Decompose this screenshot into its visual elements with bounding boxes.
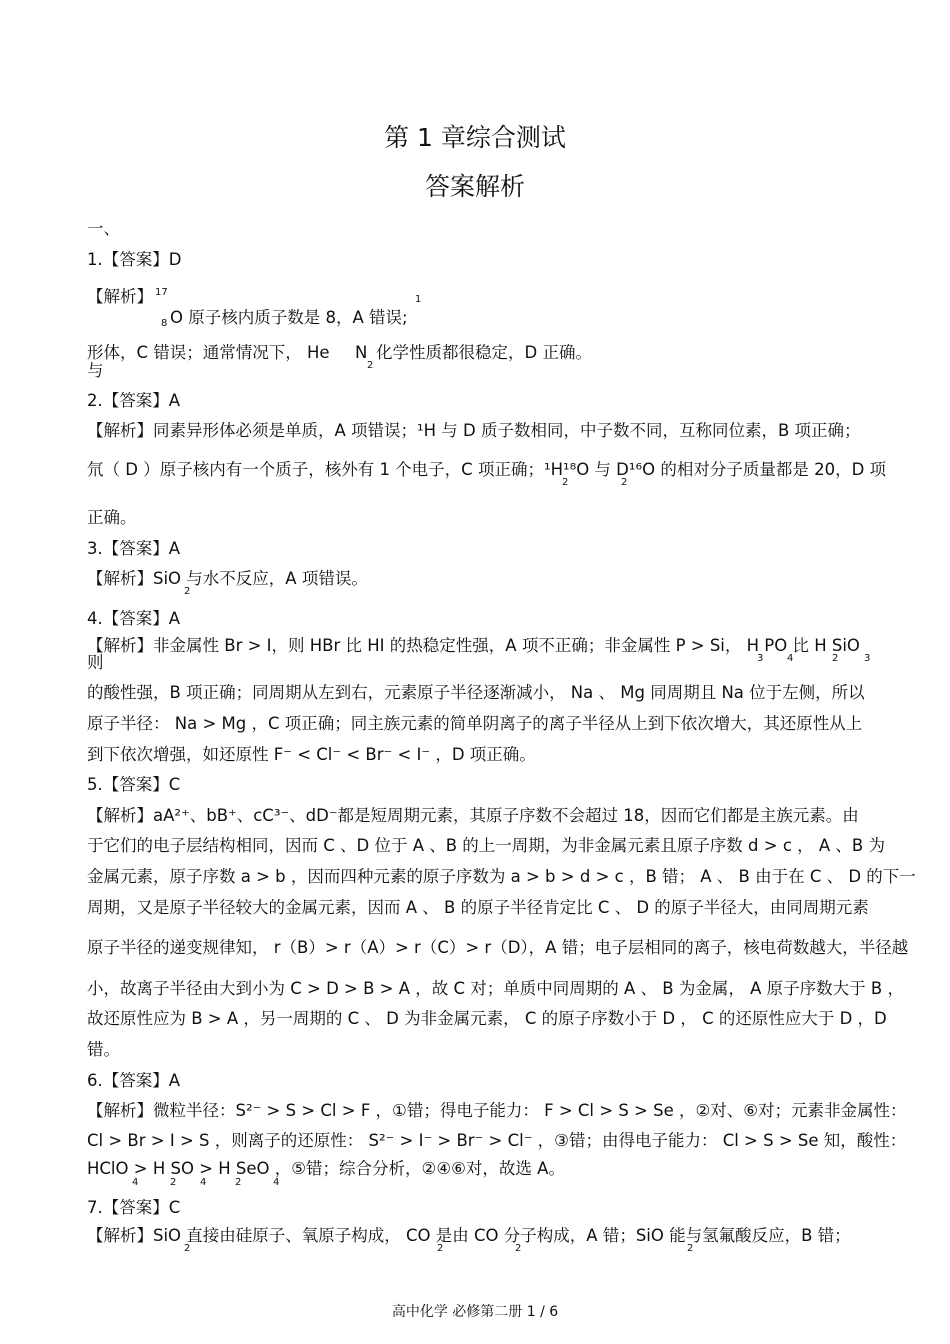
subscript: 2 <box>621 477 628 488</box>
superscript: 17 <box>155 287 168 298</box>
section-heading: 一、 <box>87 219 120 238</box>
answer-6: 6.【答案】A <box>87 1071 181 1090</box>
page-footer: 高中化学 必修第二册 1 / 6 <box>391 1304 559 1320</box>
page-title: 第 1 章综合测试 <box>384 123 566 152</box>
analysis-5-line2: 于它们的电子层结构相同，因而 C 、D 位于 A 、B 的上一周期，为非金属元素且原子序数 d > c ， A 、B 为 <box>87 836 885 855</box>
subscript: 2 <box>367 360 374 371</box>
subscript: 2 <box>562 477 569 488</box>
subscript: 4 <box>200 1177 207 1188</box>
analysis-5-line3: 金属元素，原子序数 a > b ，因而四种元素的原子序数为 a > b > d > c ，B 错； A 、 B 由于在 C 、 D 的下一 <box>87 867 916 886</box>
subscript: 2 <box>170 1177 177 1188</box>
analysis-4-line1: 【解析】非金属性 Br > I，则 HBr 比 HI 的热稳定性强，A 项不正确；非金属性 P > Si， H PO 比 H SiO <box>87 636 860 655</box>
analysis-4-line4: 到下依次增强，如还原性 F⁻ < Cl⁻ < Br⁻ < I⁻ ，D 项正确。 <box>87 745 536 764</box>
analysis-6-line1: 【解析】微粒半径：S²⁻ > S > Cl > F ，①错；得电子能力： F > Cl > S > Se ，②对、⑥对；元素非金属性： <box>87 1101 907 1120</box>
answer-2: 2.【答案】A <box>87 391 181 410</box>
subscript: 2 <box>687 1243 694 1254</box>
answer-7: 7.【答案】C <box>87 1198 181 1217</box>
analysis-2-line3: 正确。 <box>87 508 137 527</box>
analysis-6-line2: Cl > Br > I > S ，则离子的还原性： S²⁻ > I⁻ > Br⁻ > Cl⁻ ，③错；由得电子能力： Cl > S > Se 知，酸性： <box>87 1131 907 1150</box>
analysis-5-line6: 小，故离子半径由大到小为 C > D > B > A ，故 C 对；单质中同周期的 A 、 B 为金属， A 原子序数大于 B ， <box>87 979 904 998</box>
stray-superscript: 1 <box>415 294 422 305</box>
analysis-4-line3: 原子半径： Na > Mg ，C 项正确；同主族元素的简单阴离子的离子半径从上到下依次增大，其还原性从上 <box>87 714 863 733</box>
analysis-3-line1: 【解析】SiO 与水不反应，A 项错误。 <box>87 569 368 588</box>
analysis-5-line8: 错。 <box>87 1040 120 1059</box>
analysis-5-line1: 【解析】aA²⁺、bB⁺、cC³⁻、dD⁻都是短周期元素，其原子序数不会超过 18，因而它们都是主族元素。由 <box>87 806 859 825</box>
analysis-2-line2: 氘（ D ）原子核内有一个质子，核外有 1 个电子，C 项正确；¹H¹⁸O 与 D¹⁶O 的相对分子质量都是 20，D 项 <box>87 460 887 479</box>
analysis-4-line2: 的酸性强，B 项正确；同周期从左到右，元素原子半径逐渐减小， Na 、 Mg 同周期且 Na 位于左侧，所以 <box>87 683 865 702</box>
subscript: 2 <box>184 1243 191 1254</box>
analysis-1-line2: 形体，C 错误；通常情况下， He <box>87 343 330 362</box>
subscript: 2 <box>437 1243 444 1254</box>
analysis-5-line5: 原子半径的递变规律知， r（B）> r（A）> r（C）> r（D），A 错；电子层相同的离子，核电荷数越大，半径越 <box>87 938 909 957</box>
analysis-1-label: 【解析】 <box>87 287 153 306</box>
subscript: 2 <box>515 1243 522 1254</box>
analysis-6-line3: HClO > H SO > H SeO ，⑤错；综合分析，②④⑥对，故选 A。 <box>87 1159 565 1178</box>
analysis-5-line7: 故还原性应为 B > A ，另一周期的 C 、 D 为非金属元素， C 的原子序数小于 D ， C 的还原性应大于 D ，D <box>87 1009 887 1028</box>
subscript: 4 <box>787 653 794 664</box>
answer-3: 3.【答案】A <box>87 539 181 558</box>
analysis-1-text: O 原子核内质子数是 8，A 错误; <box>170 308 408 327</box>
subscript: 4 <box>132 1177 139 1188</box>
analysis-5-line4: 周期，又是原子半径较大的金属元素，因而 A 、 B 的原子半径肯定比 C 、 D 的原子半径大，由同周期元素 <box>87 898 869 917</box>
answer-5: 5.【答案】C <box>87 775 181 794</box>
subscript: 2 <box>235 1177 242 1188</box>
analysis-2-line1: 【解析】同素异形体必须是单质，A 项错误；¹H 与 D 质子数相同，中子数不同，互称同位素，B 项正确； <box>87 421 861 440</box>
analysis-1-line2-rest: 化学性质都很稳定，D 正确。 <box>376 343 592 362</box>
page-subtitle: 答案解析 <box>424 172 525 201</box>
subscript: 2 <box>184 586 191 597</box>
analysis-4-ze: 则 <box>87 653 104 672</box>
analysis-1-yu: 与 <box>87 361 104 380</box>
subscript: 4 <box>273 1177 280 1188</box>
analysis-7-line1: 【解析】SiO 直接由硅原子、氧原子构成， CO 是由 CO 分子构成，A 错；SiO 能与氢氟酸反应，B 错； <box>87 1226 851 1245</box>
answer-1: 1.【答案】D <box>87 250 182 269</box>
n2-formula: N <box>355 343 368 362</box>
answer-4: 4.【答案】A <box>87 609 181 628</box>
subscript: 2 <box>832 653 839 664</box>
subscript: 3 <box>864 653 871 664</box>
subscript: 8 <box>161 318 168 329</box>
subscript: 3 <box>757 653 764 664</box>
